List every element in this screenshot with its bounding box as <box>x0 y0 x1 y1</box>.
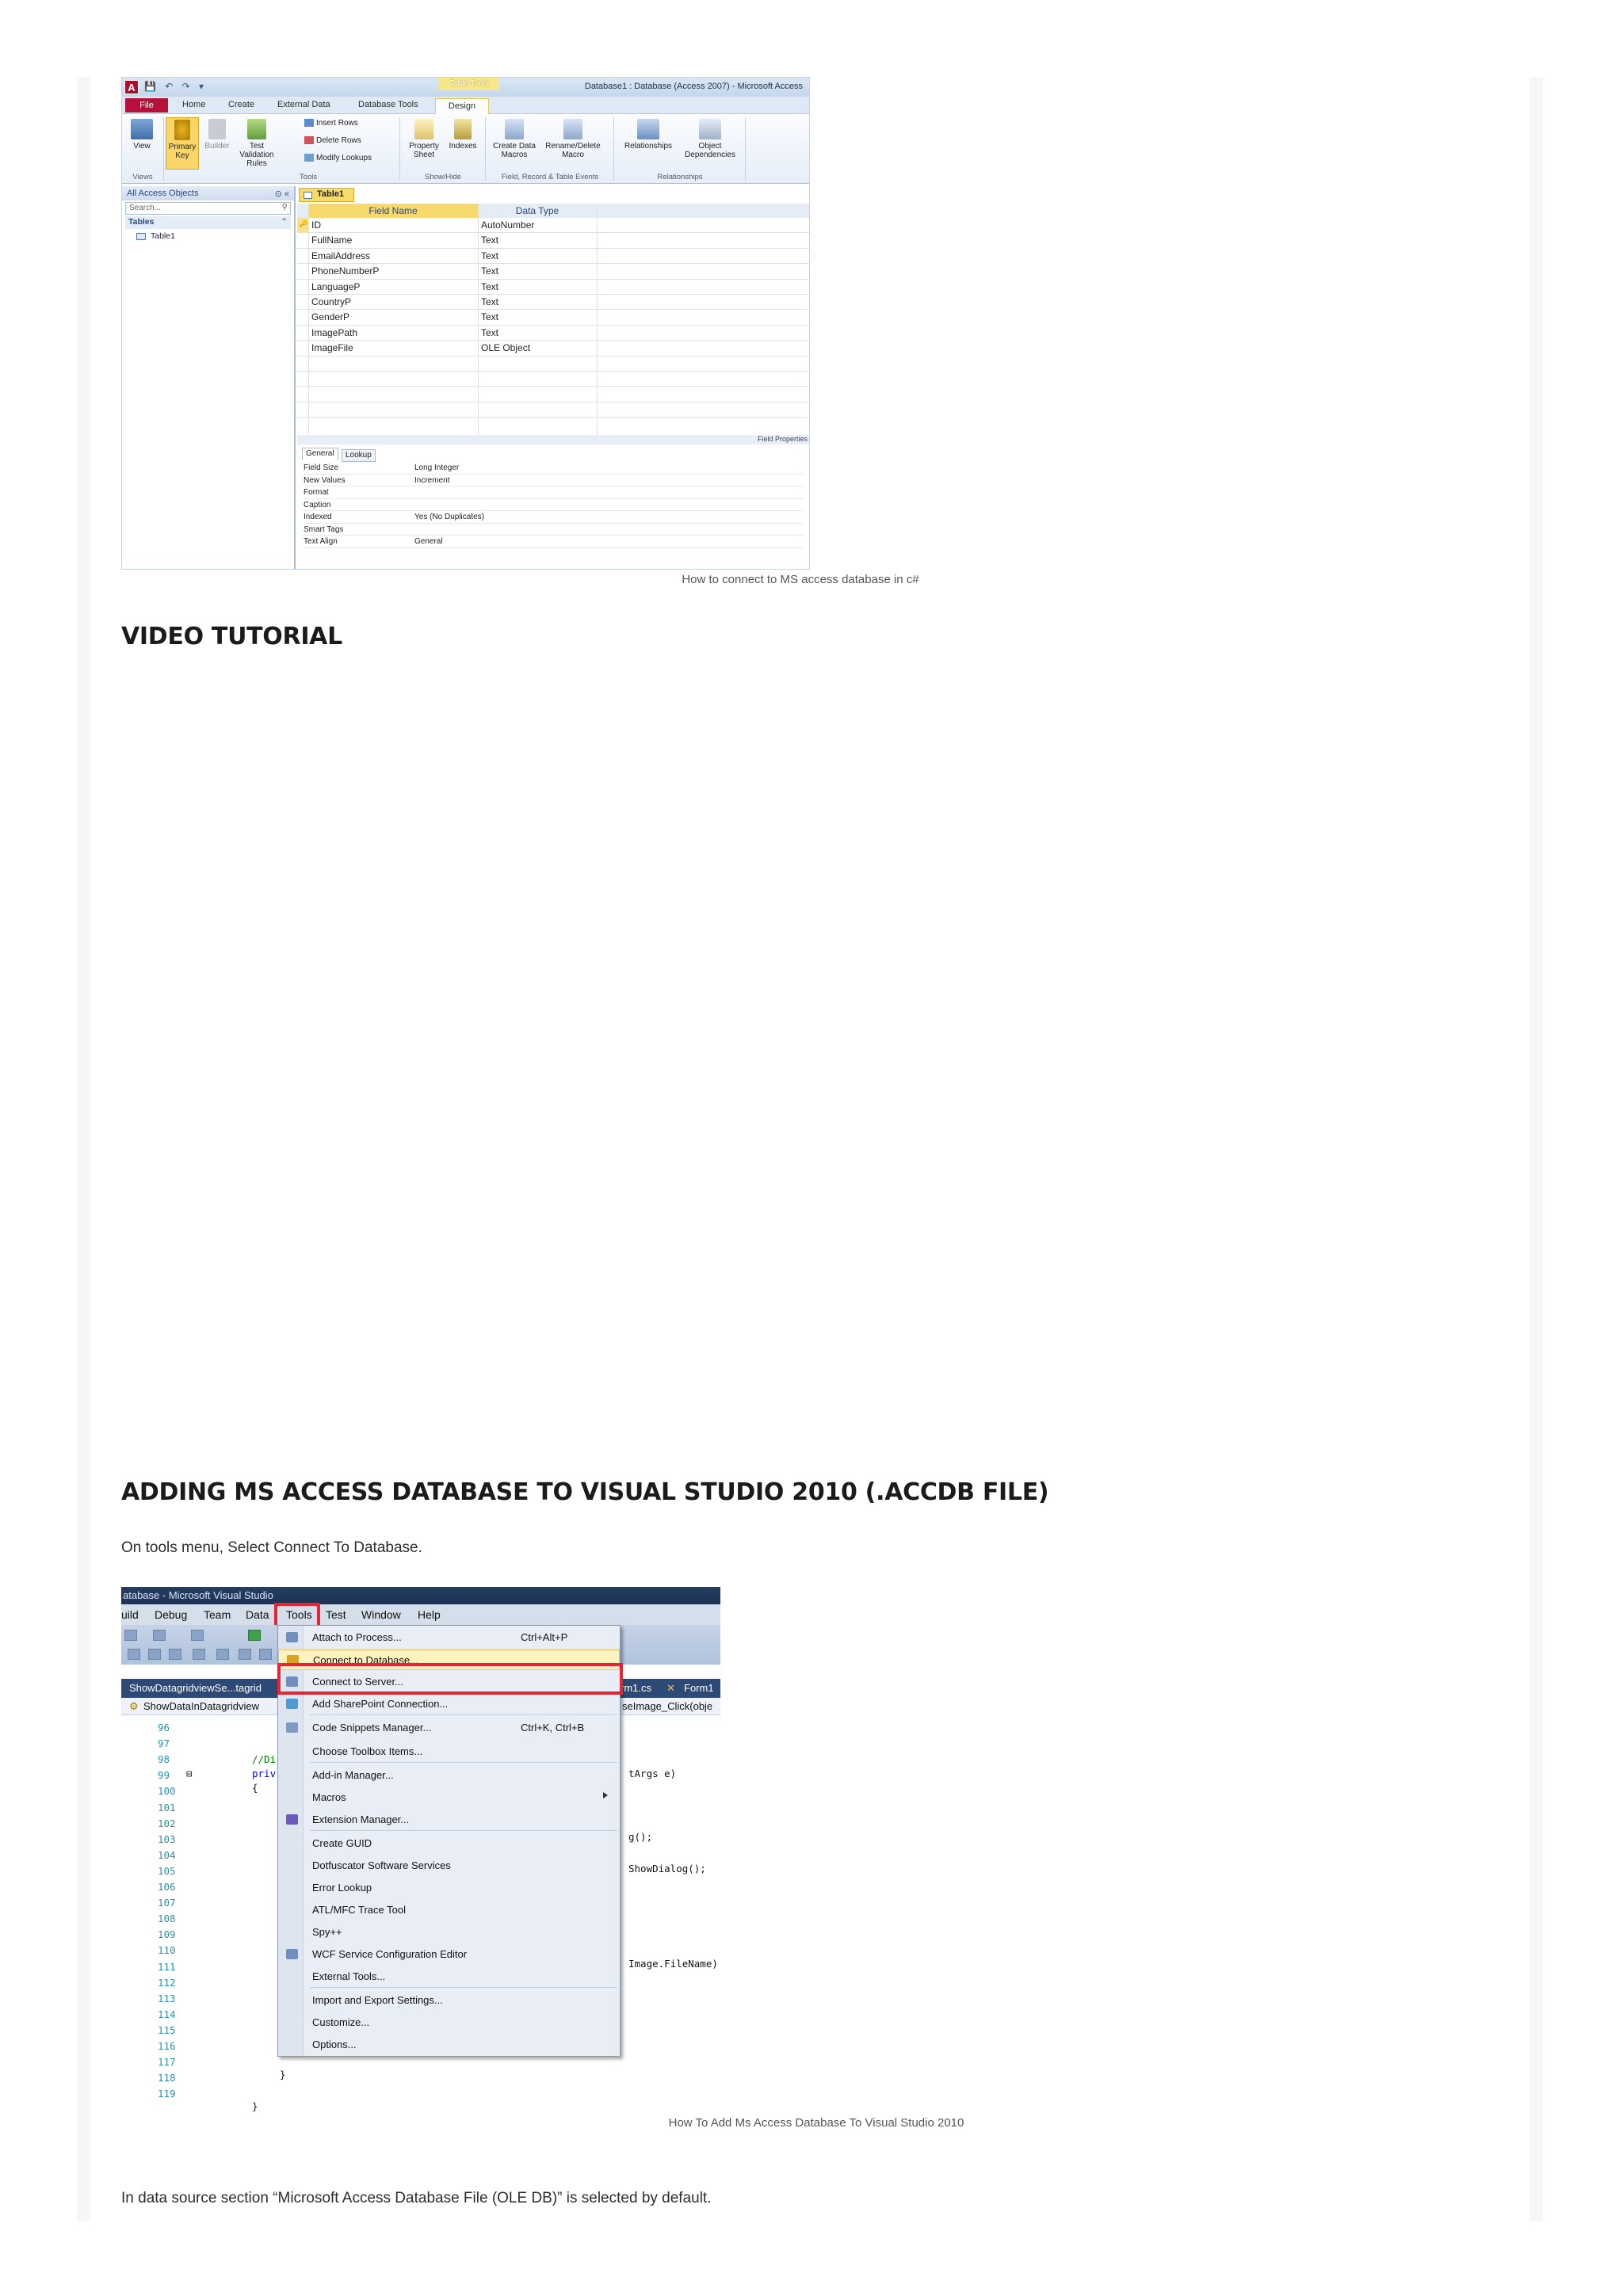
field-name-cell[interactable]: ImageFile <box>311 342 353 354</box>
menu-item-create-guid[interactable] <box>278 1833 620 1854</box>
test-validation-label: Test Validation Rules <box>239 142 274 168</box>
line-number: 110 <box>158 1944 176 1957</box>
line-number: 109 <box>158 1928 176 1941</box>
menu-separator <box>310 1830 617 1831</box>
menu-item-extension-manager[interactable] <box>278 1810 620 1830</box>
menu-item-atl-mfc-trace-tool[interactable] <box>278 1900 620 1920</box>
primary-key-row-icon: 🔑 <box>299 219 308 227</box>
menu-item-choose-toolbox-items[interactable] <box>278 1741 620 1762</box>
nav-pane-title: All Access Objects <box>127 189 199 198</box>
data-type-cell[interactable]: Text <box>481 235 499 246</box>
menu-item-label: Choose Toolbox Items... <box>312 1745 423 1757</box>
menu-separator <box>310 1762 617 1763</box>
property-value[interactable]: Yes (No Duplicates) <box>414 513 485 521</box>
access-window-title: Database1 : Database (Access 2007) - Microsoft Access <box>584 82 803 91</box>
validation-icon <box>247 119 266 139</box>
code-line-99: { <box>252 1782 258 1794</box>
menu-item-label: Create GUID <box>312 1837 372 1849</box>
menu-item-add-in-manager[interactable] <box>278 1765 620 1786</box>
toolbar-icon[interactable] <box>239 1649 251 1660</box>
caption-access-screenshot: How to connect to MS access database in c# <box>682 573 919 586</box>
line-number: 118 <box>158 2072 176 2084</box>
insert-rows-label: Insert Rows <box>316 119 358 128</box>
insert-rows-icon <box>304 119 314 127</box>
rename-delete-macro-button[interactable] <box>540 119 605 159</box>
property-row[interactable] <box>304 524 803 536</box>
menu-item-label: Connect to Database... <box>313 1654 418 1666</box>
view-label: View <box>133 142 151 151</box>
line-number: 117 <box>158 2056 176 2069</box>
primary-key-button[interactable] <box>166 117 199 170</box>
vs-titlebar: atabase - Microsoft Visual Studio <box>121 1587 720 1604</box>
nav-item-table1[interactable] <box>125 231 291 242</box>
undo-icon[interactable] <box>124 1630 137 1641</box>
menu-item-import-and-export-settings[interactable] <box>278 1990 620 2011</box>
code-line-102-right: g(); <box>628 1831 653 1843</box>
close-icon[interactable]: ✕ <box>666 1682 675 1694</box>
redo-icon[interactable] <box>153 1630 166 1641</box>
page-edge-right <box>1529 77 1543 2221</box>
property-row[interactable] <box>304 475 803 487</box>
code-line-98-right: tArgs e) <box>628 1768 677 1779</box>
table-row[interactable] <box>297 280 810 295</box>
property-sheet-icon <box>414 119 433 139</box>
menu-help[interactable]: Help <box>418 1608 441 1621</box>
table-icon <box>136 233 146 240</box>
primary-key-label: Primary Key <box>168 143 197 160</box>
menu-tools[interactable]: Tools <box>286 1608 312 1621</box>
collapse-icon[interactable]: ⊟ <box>186 1768 193 1779</box>
builder-icon <box>208 119 226 139</box>
nav-pane-collapse-icon[interactable]: ⊙ « <box>274 189 289 199</box>
table-row[interactable] <box>297 387 810 402</box>
property-value[interactable]: General <box>414 537 443 546</box>
column-header-description <box>597 204 810 218</box>
table-icon <box>304 192 312 199</box>
column-header-field-name: Field Name <box>308 204 478 218</box>
menu-item-external-tools[interactable] <box>278 1966 620 1987</box>
nav-pane-header[interactable] <box>122 186 294 200</box>
data-macros-icon <box>505 119 524 139</box>
menu-item-label: Macros <box>312 1791 346 1803</box>
doc-tab-form1-cs[interactable]: rm1.cs <box>621 1682 651 1694</box>
object-dependencies-button[interactable] <box>678 119 742 159</box>
menu-item-error-lookup[interactable] <box>278 1878 620 1898</box>
property-name: New Values <box>304 475 346 485</box>
access-app-icon: A <box>124 80 139 94</box>
tab-file[interactable]: File <box>125 98 168 113</box>
vs-menubar <box>121 1604 720 1625</box>
field-name-cell[interactable]: GenderP <box>311 311 350 323</box>
code-line-110-right: Image.FileName) <box>628 1958 718 1970</box>
table-design-view <box>297 186 810 570</box>
menu-item-icon <box>286 1722 298 1733</box>
code-line-119: } <box>252 2100 258 2112</box>
menu-item-attach-to-process[interactable] <box>278 1627 620 1648</box>
data-type-cell[interactable]: Text <box>481 326 499 338</box>
column-header-data-type: Data Type <box>478 204 597 218</box>
doc-tab-showdatagridview[interactable]: ShowDatagridviewSe...tagrid <box>129 1682 262 1694</box>
property-value[interactable]: Increment <box>414 475 450 485</box>
toolbar-icon[interactable] <box>169 1649 181 1660</box>
table-row[interactable] <box>297 249 810 264</box>
chevron-up-icon: ⌃ <box>281 217 288 227</box>
page-edge-left <box>77 77 90 2221</box>
code-line-98: priv <box>252 1768 277 1779</box>
access-screenshot <box>121 77 810 570</box>
group-field-record-events: Field, Record & Table Events <box>501 173 599 181</box>
code-line-97: //Di <box>252 1753 277 1765</box>
menu-item-label: Spy++ <box>312 1926 342 1938</box>
field-name-cell[interactable]: PhoneNumberP <box>311 265 380 277</box>
property-name: Caption <box>304 500 331 509</box>
table-row[interactable] <box>297 326 810 341</box>
field-name-cell[interactable]: LanguageP <box>311 280 361 292</box>
ribbon-tab-row <box>122 97 809 114</box>
ribbon-separator <box>613 117 614 181</box>
menu-item-label: Add-in Manager... <box>312 1769 394 1781</box>
line-number: 108 <box>158 1913 176 1925</box>
menu-item-icon <box>286 1949 298 1959</box>
table-row[interactable] <box>297 402 810 418</box>
paragraph-data-source: In data source section “Microsoft Access Database File (OLE DB)” is selected by default. <box>121 2190 712 2206</box>
menu-item-icon <box>286 1814 298 1825</box>
ribbon-separator <box>485 117 486 181</box>
object-dependencies-label: Object Dependencies <box>685 142 735 159</box>
menu-item-label: Attach to Process... <box>312 1631 402 1643</box>
line-number: 112 <box>158 1976 176 1989</box>
access-titlebar <box>122 78 809 97</box>
prop-tab-general[interactable]: General <box>302 448 338 460</box>
property-sheet-label: Property Sheet <box>409 142 439 159</box>
table-row[interactable] <box>297 357 810 372</box>
line-number: 114 <box>158 2008 176 2020</box>
submenu-arrow-icon <box>603 1792 608 1798</box>
doc-tab-table1[interactable] <box>299 188 354 202</box>
insert-rows-button[interactable] <box>304 119 358 128</box>
indexes-button[interactable] <box>445 119 480 151</box>
menu-item-wcf-service-configuration-editor[interactable] <box>278 1944 620 1965</box>
menu-item-add-sharepoint-connection[interactable] <box>278 1694 620 1714</box>
line-number: 102 <box>158 1817 176 1829</box>
table-row[interactable] <box>297 295 810 310</box>
menu-item-shortcut: Ctrl+Alt+P <box>521 1631 568 1643</box>
field-name-cell[interactable]: CountryP <box>311 296 352 307</box>
builder-label: Builder <box>204 142 230 151</box>
menu-item-label: Options... <box>312 2039 357 2050</box>
line-number: 119 <box>158 2088 176 2100</box>
ribbon-separator <box>745 117 746 181</box>
tab-database-tools[interactable]: Database Tools <box>358 100 418 109</box>
tab-create[interactable]: Create <box>228 100 255 109</box>
toolbar-icon[interactable] <box>193 1649 205 1660</box>
member-dropdown[interactable]: seImage_Click(obje <box>622 1700 713 1712</box>
view-button[interactable] <box>127 119 157 151</box>
group-views: Views <box>132 173 153 181</box>
property-name: Format <box>304 488 329 497</box>
view-icon <box>131 119 153 139</box>
prop-tab-lookup[interactable]: Lookup <box>342 449 376 462</box>
builder-button[interactable] <box>201 119 233 151</box>
connect-to-database-highlight-box <box>277 1663 623 1695</box>
menu-item-icon <box>286 1699 298 1709</box>
paragraph-tools-menu: On tools menu, Select Connect To Database. <box>121 1539 422 1556</box>
menu-item-label: Connect to Server... <box>312 1676 403 1688</box>
property-row[interactable] <box>304 536 803 548</box>
navigate-icon[interactable] <box>191 1630 204 1641</box>
class-dropdown[interactable]: ShowDataInDatagridview <box>143 1700 259 1712</box>
line-number: 104 <box>158 1848 176 1861</box>
menu-item-macros[interactable] <box>278 1787 620 1808</box>
menu-item-options[interactable] <box>278 2035 620 2055</box>
menu-debug[interactable]: Debug <box>155 1608 188 1621</box>
indexes-icon <box>454 119 472 139</box>
field-name-cell[interactable]: ImagePath <box>311 326 358 338</box>
toolbar-icon[interactable] <box>259 1649 272 1660</box>
table-row[interactable] <box>297 264 810 279</box>
visual-studio-screenshot <box>121 1587 720 2113</box>
nav-search-placeholder: Search... <box>129 204 162 212</box>
modify-lookups-icon <box>304 154 314 162</box>
delete-rows-label: Delete Rows <box>316 136 361 145</box>
line-number: 101 <box>158 1801 176 1814</box>
field-name-cell[interactable]: EmailAddress <box>311 250 371 261</box>
test-validation-rules-button[interactable] <box>235 119 279 168</box>
data-type-cell[interactable]: Text <box>481 296 499 307</box>
data-type-cell[interactable]: Text <box>481 311 499 323</box>
menu-item-spy[interactable] <box>278 1922 620 1943</box>
property-row[interactable] <box>304 499 803 512</box>
menu-item-customize[interactable] <box>278 2012 620 2033</box>
data-type-cell[interactable]: Text <box>481 250 499 261</box>
line-number: 98 <box>158 1753 170 1766</box>
line-number: 96 <box>158 1722 170 1733</box>
nav-item-label: Table1 <box>151 231 175 241</box>
relationships-label: Relationships <box>624 142 673 151</box>
data-type-cell[interactable]: Text <box>481 280 499 292</box>
heading-adding-ms-access: ADDING MS ACCESS DATABASE TO VISUAL STUDIO 2010 (.ACCDB FILE) <box>121 1478 1049 1506</box>
menu-item-icon <box>286 1632 298 1642</box>
relationships-icon <box>637 119 659 139</box>
tab-home[interactable]: Home <box>182 100 206 109</box>
rename-macro-icon <box>563 119 582 139</box>
menu-item-dotfuscator-software-services[interactable] <box>278 1855 620 1876</box>
doc-tab-form1[interactable]: Form1 <box>684 1682 714 1694</box>
heading-video-tutorial: VIDEO TUTORIAL <box>121 623 342 650</box>
menu-item-label: External Tools... <box>312 1970 386 1982</box>
tab-external-data[interactable]: External Data <box>277 100 330 109</box>
line-number: 105 <box>158 1864 176 1877</box>
line-number: 106 <box>158 1881 176 1893</box>
property-row[interactable] <box>304 511 803 524</box>
menu-item-label: Import and Export Settings... <box>312 1994 443 2006</box>
menu-data[interactable]: Data <box>246 1608 269 1621</box>
menu-item-label: Extension Manager... <box>312 1814 410 1825</box>
line-number: 115 <box>158 2023 176 2036</box>
nav-search-input[interactable] <box>125 202 291 215</box>
table-row[interactable] <box>297 310 810 325</box>
line-number: 99 <box>158 1769 170 1782</box>
line-number: 116 <box>158 2040 176 2052</box>
line-number: 107 <box>158 1897 176 1909</box>
data-type-cell[interactable]: AutoNumber <box>481 219 535 231</box>
property-name: Field Size <box>304 463 338 472</box>
line-number: 100 <box>158 1785 176 1798</box>
property-name: Text Align <box>304 537 338 546</box>
menu-window[interactable]: Window <box>361 1608 401 1621</box>
menu-item-label: WCF Service Configuration Editor <box>312 1948 468 1960</box>
group-show-hide: Show/Hide <box>425 173 461 181</box>
delete-rows-button[interactable] <box>304 136 361 145</box>
line-number: 111 <box>158 1960 176 1973</box>
menu-item-label: Error Lookup <box>312 1882 372 1894</box>
data-type-cell[interactable]: OLE Object <box>481 342 531 354</box>
code-line-104-right: ShowDialog(); <box>628 1863 706 1875</box>
group-tools: Tools <box>299 173 318 181</box>
modify-lookups-label: Modify Lookups <box>316 154 372 162</box>
tab-design[interactable]: Design <box>435 98 489 114</box>
create-data-macros-button[interactable] <box>488 119 540 159</box>
field-name-cell[interactable]: FullName <box>311 235 353 246</box>
toolbar-icon[interactable] <box>128 1649 140 1660</box>
property-row[interactable] <box>304 462 803 475</box>
table-row[interactable] <box>297 341 810 356</box>
object-dependencies-icon <box>699 119 721 139</box>
menu-item-label: Code Snippets Manager... <box>312 1722 432 1733</box>
menu-build[interactable]: uild <box>121 1608 139 1621</box>
toolbar-icon[interactable] <box>148 1649 161 1660</box>
navigation-pane <box>122 186 296 570</box>
table-row[interactable] <box>297 372 810 387</box>
search-icon: ⚲ <box>281 203 288 212</box>
delete-rows-icon <box>304 136 314 144</box>
menu-separator <box>310 1714 617 1715</box>
menu-item-label: Customize... <box>312 2016 370 2028</box>
ribbon <box>122 114 809 184</box>
create-data-macros-label: Create Data Macros <box>493 142 536 159</box>
menu-item-label: ATL/MFC Trace Tool <box>312 1904 406 1916</box>
field-properties-bar: Field Properties <box>297 435 810 444</box>
indexes-label: Indexes <box>449 142 477 151</box>
code-line-117: } <box>280 2069 286 2081</box>
table-tools-context-tab: Table Tools <box>439 78 499 90</box>
modify-lookups-button[interactable] <box>304 154 372 162</box>
table-row[interactable] <box>297 233 810 248</box>
ribbon-separator <box>163 117 164 181</box>
menu-item-label: Dotfuscator Software Services <box>312 1859 451 1871</box>
key-icon <box>174 120 190 140</box>
quick-access-toolbar[interactable]: 💾 ↶ ↷ ▾ <box>144 81 208 92</box>
menu-separator <box>310 1987 617 1988</box>
property-name: Smart Tags <box>304 524 344 534</box>
row-selector-header <box>297 204 308 218</box>
rename-delete-macro-label: Rename/Delete Macro <box>545 142 601 159</box>
caption-vs-screenshot: How To Add Ms Access Database To Visual Studio 2010 <box>668 2116 964 2130</box>
property-sheet-button[interactable] <box>403 119 445 159</box>
property-row[interactable] <box>304 486 803 499</box>
doc-tab-label: Table1 <box>317 189 345 199</box>
menu-team[interactable]: Team <box>204 1608 231 1621</box>
data-type-cell[interactable]: Text <box>481 265 499 277</box>
table-row[interactable] <box>297 218 810 233</box>
property-value[interactable]: Long Integer <box>414 463 460 472</box>
menu-test[interactable]: Test <box>326 1608 346 1621</box>
menu-item-shortcut: Ctrl+K, Ctrl+B <box>521 1722 585 1733</box>
class-icon: ⚙ <box>129 1700 139 1712</box>
line-number: 97 <box>158 1737 170 1750</box>
ribbon-separator <box>399 117 400 181</box>
line-number: 103 <box>158 1833 176 1845</box>
start-debug-icon[interactable] <box>248 1630 261 1641</box>
menu-item-code-snippets-manager[interactable] <box>278 1718 620 1738</box>
menu-item-label: Add SharePoint Connection... <box>312 1698 449 1710</box>
nav-group-tables[interactable] <box>125 216 291 229</box>
toolbar-icon[interactable] <box>216 1649 229 1660</box>
nav-group-label: Tables <box>128 217 155 227</box>
relationships-button[interactable] <box>617 119 680 151</box>
field-name-cell[interactable]: ID <box>311 219 321 231</box>
property-name: Indexed <box>304 513 332 521</box>
group-relationships: Relationships <box>657 173 703 181</box>
line-number: 113 <box>158 1992 176 2004</box>
